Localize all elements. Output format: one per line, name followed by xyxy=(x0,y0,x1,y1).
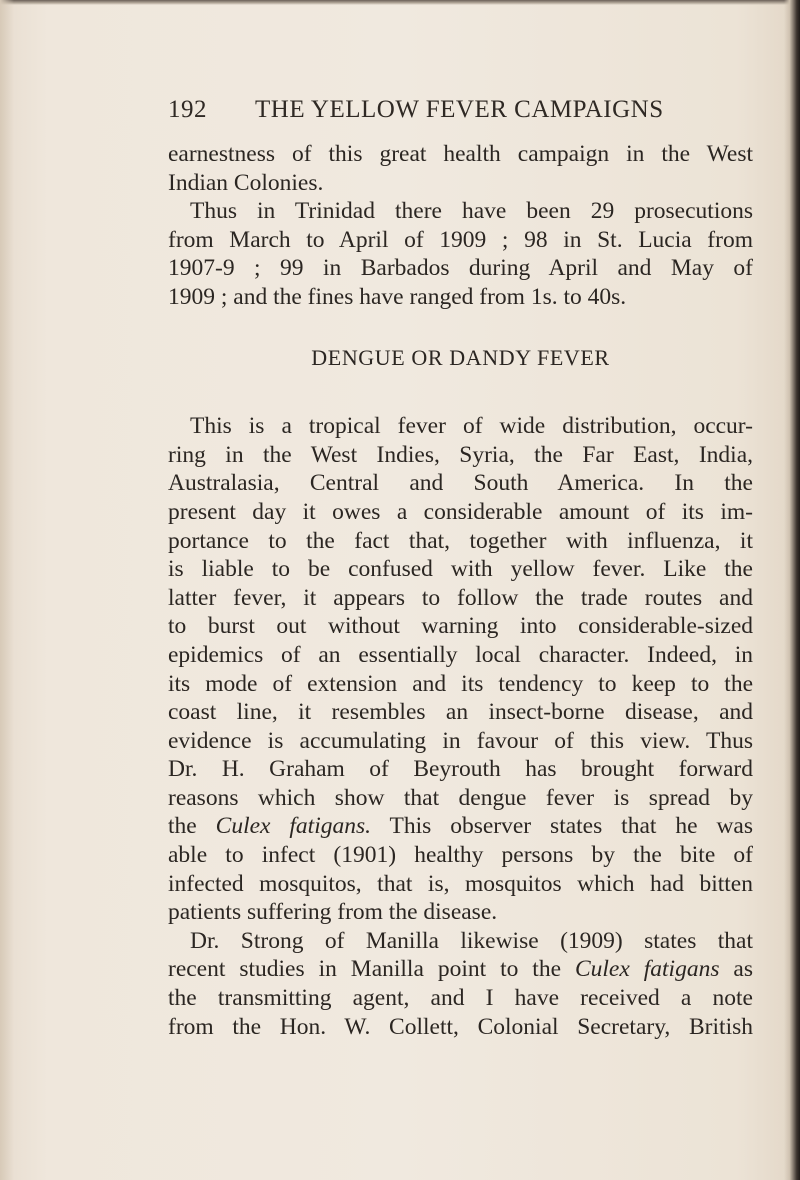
text-line: Dr. H. Graham of Beyrouth has brought forward xyxy=(168,756,753,783)
running-head xyxy=(168,96,768,128)
text-line: able to infect (1901) healthy persons by the bite of xyxy=(168,842,753,869)
text-line: evidence is accumulating in favour of this view. Thus xyxy=(168,727,753,754)
section-heading: DENGUE OR DANDY FEVER xyxy=(311,344,610,370)
species-name: Culex fatigans. xyxy=(215,813,371,840)
text-fragment: recent studies in Manilla point to the xyxy=(168,956,575,983)
page-number: 192 xyxy=(168,96,207,123)
text-line: coast line, it resembles an insect-borne disease, and xyxy=(168,699,753,726)
text-line: its mode of extension and its tendency to keep to the xyxy=(168,670,753,697)
species-name: Culex fatigans xyxy=(574,956,720,983)
text-line: Dr. Strong of Manilla likewise (1909) states that xyxy=(190,927,753,954)
text-line: from March to April of 1909 ; 98 in St. Lucia from xyxy=(168,226,753,253)
text-line xyxy=(168,812,753,841)
text-line: Indian Colonies. xyxy=(168,169,324,196)
page-binding-edge xyxy=(784,0,800,1180)
text-line xyxy=(168,955,753,984)
text-line: is liable to be confused with yellow fever. Like the xyxy=(168,556,753,583)
text-line: latter fever, it appears to follow the trade routes and xyxy=(168,584,753,611)
text-line: 1909 ; and the fines have ranged from 1s. to 40s. xyxy=(168,283,627,310)
text-line: earnestness of this great health campaign in the West xyxy=(168,141,753,167)
text-fragment: This observer states that he was xyxy=(371,813,754,840)
text-line: portance to the fact that, together with influenza, it xyxy=(168,527,753,554)
text-line: to burst out without warning into considerable-sized xyxy=(168,613,753,640)
text-line: epidemics of an essentially local character. Indeed, in xyxy=(168,641,753,668)
text-line: This is a tropical fever of wide distribution, occur- xyxy=(190,413,753,440)
page-left-shadow xyxy=(0,0,14,1180)
text-line: Thus in Trinidad there have been 29 prosecutions xyxy=(190,198,753,225)
text-line: 1907-9 ; 99 in Barbados during April and May of xyxy=(168,255,753,282)
text-line: ring in the West Indies, Syria, the Far East, India, xyxy=(168,441,753,468)
text-line: patients suffering from the disease. xyxy=(168,899,498,926)
text-line: infected mosquitos, that is, mosquitos which had bitten xyxy=(168,870,753,897)
text-line: reasons which show that dengue fever is spread by xyxy=(168,784,753,811)
text-fragment: as xyxy=(719,956,753,983)
text-line: present day it owes a considerable amount of its im- xyxy=(168,498,753,525)
text-fragment: the xyxy=(168,813,216,840)
body-text xyxy=(168,140,753,1041)
running-head-title: THE YELLOW FEVER CAMPAIGNS xyxy=(255,96,664,123)
text-line: Australasia, Central and South America. In the xyxy=(168,470,753,497)
text-line: from the Hon. W. Collett, Colonial Secretary, British xyxy=(168,1013,753,1040)
page-top-edge xyxy=(0,0,800,5)
text-line: the transmitting agent, and I have received a note xyxy=(168,985,753,1012)
